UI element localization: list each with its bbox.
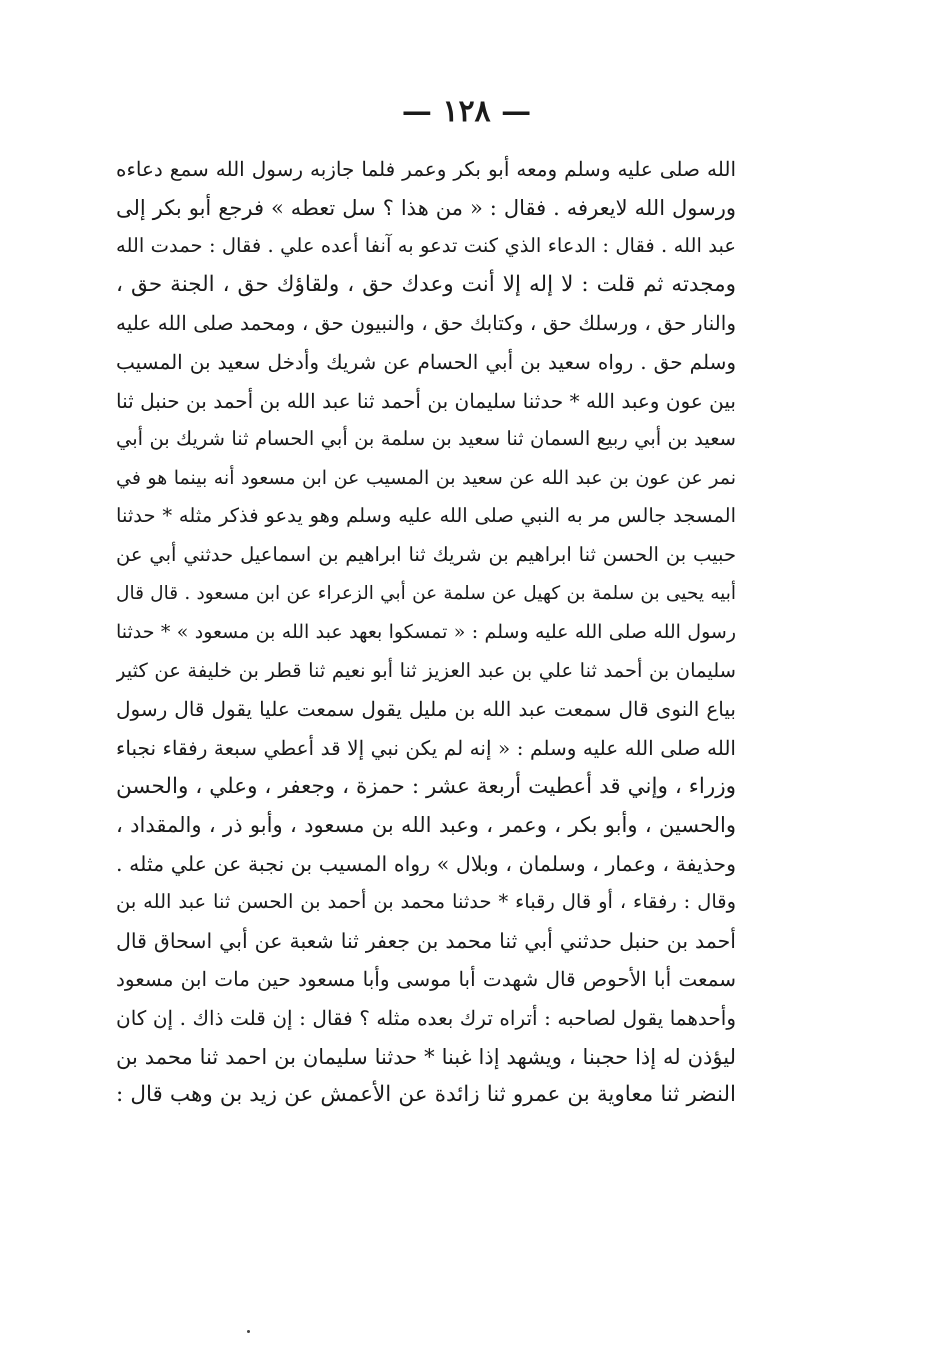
text-line: سمعت أبا الأحوص قال شهدت أبا موسى وأبا مسعود حين مات ابن مسعود xyxy=(116,967,736,992)
text-line: بين عون وعبد الله * حدثنا سليمان بن أحمد ثنا عبد الله بن أحمد بن حنبل ثنا xyxy=(116,388,736,413)
text-line: أبيه يحيى بن سلمة بن كهيل عن سلمة عن أبي الزعراء عن ابن مسعود . قال قال xyxy=(116,582,736,604)
text-line: بياع النوى قال سمعت عبد الله بن مليل يقول سمعت عليا يقول قال رسول xyxy=(116,697,736,722)
print-speck xyxy=(247,1330,250,1333)
text-line: سعيد بن أبي ربيع السمان ثنا سعيد بن سلمة بن أبي الحسام ثنا شريك بن أبي xyxy=(116,427,736,451)
text-line: نمر عن عون بن عبد الله عن سعيد بن المسيب عن ابن مسعود أنه بينما هو في xyxy=(116,466,736,489)
text-line: الله صلى عليه وسلم ومعه أبو بكر وعمر فلما جازبه رسول الله سمع دعاءه xyxy=(116,157,736,181)
text-line: رسول الله صلى الله عليه وسلم : « تمسكوا بعهد عبد الله بن مسعود » * حدثنا xyxy=(116,621,736,644)
text-line: وقال : رفقاء ، أو قال رقباء * حدثنا محمد بن أحمد بن الحسن ثنا عبد الله بن xyxy=(116,890,736,914)
text-line: ليؤذن له إذا حجبنا ، ويشهد إذا غبنا * حدثنا سليمان بن احمد ثنا محمد بن xyxy=(116,1044,736,1069)
text-line: وحذيفة ، وعمار ، وسلمان ، وبلال » رواه المسيب بن نجبة عن علي مثله . xyxy=(116,851,736,876)
page-number: — ١٢٨ — xyxy=(401,94,532,129)
text-line: وزراء ، وإني قد أعطيت أربعة عشر : حمزة ، وجعفر ، وعلي ، والحسن xyxy=(116,773,736,799)
text-line: سليمان بن أحمد ثنا علي بن عبد العزيز ثنا أبو نعيم ثنا قطر بن خليفة عن كثير xyxy=(116,658,736,682)
text-line: النضر ثنا معاوية بن عمرو ثنا زائدة عن الأعمش عن زيد بن وهب قال : xyxy=(116,1082,736,1108)
text-line: والنار حق ، ورسلك حق ، وكتابك حق ، والنبيون حق ، ومحمد صلى الله عليه xyxy=(116,311,736,336)
text-line: الله صلى الله عليه وسلم : « إنه لم يكن نبي إلا قد أعطي سبعة رفقاء نجباء xyxy=(116,735,736,760)
text-line: ورسول الله لايعرفه . فقال : « من هذا ؟ سل تعطه » فرجع أبو بكر إلى xyxy=(116,195,736,220)
body-text xyxy=(116,150,736,1115)
text-line: المسجد جالس مر به النبي صلى الله عليه وسلم وهو يدعو فذكر مثله * حدثنا xyxy=(116,504,736,528)
text-line: حبيب بن الحسن ثنا ابراهيم بن شريك ثنا ابراهيم بن اسماعيل حدثني أبي عن xyxy=(116,542,736,566)
text-line: أحمد بن حنبل حدثني أبي ثنا محمد بن جعفر ثنا شعبة عن أبي اسحاق قال xyxy=(116,928,736,953)
text-line: عبد الله . فقال : الدعاء الذي كنت تدعو به آنفا أعده علي . فقال : حمدت الله xyxy=(116,234,736,258)
text-line: ومجدته ثم قلت : لا إله إلا أنت وعدك حق ، ولقاؤك حق ، الجنة حق ، xyxy=(116,271,736,297)
text-line: وأحدهما يقول لصاحبه : أتراه ترك بعده مثله ؟ فقال : إن قلت ذاك . إن كان xyxy=(116,1006,736,1031)
text-line: وسلم حق . رواه سعيد بن أبي الحسام عن شريك وأدخل سعيد بن المسيب xyxy=(116,349,736,374)
text-line: والحسين ، وأبو بكر ، وعمر ، وعبد الله بن مسعود ، وأبو ذر ، والمقداد ، xyxy=(116,813,736,838)
